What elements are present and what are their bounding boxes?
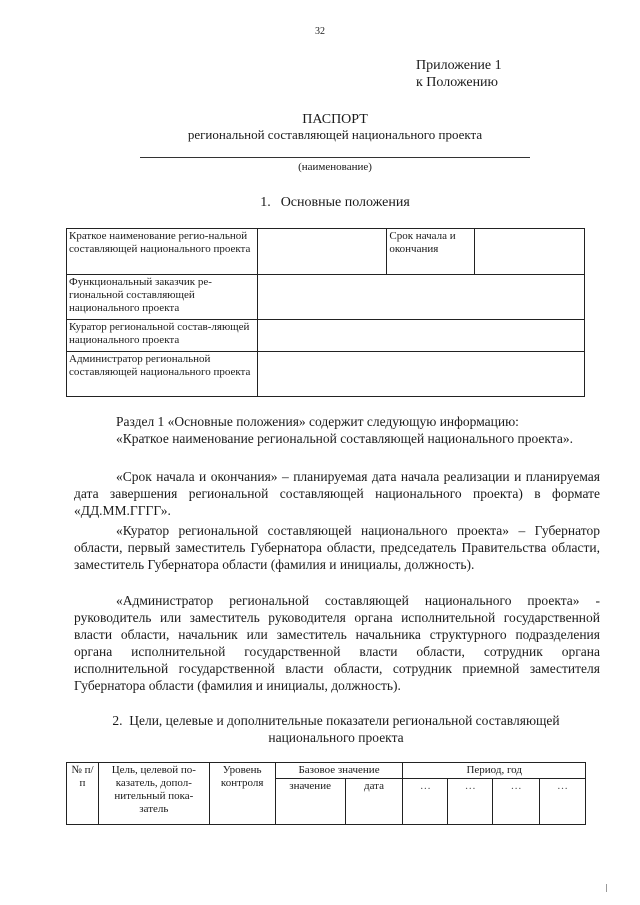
appendix-line-1: Приложение 1 — [416, 58, 502, 73]
paragraph-intro: Раздел 1 «Основные положения» содержит следующую информацию: — [116, 414, 519, 429]
header-date: дата — [345, 779, 403, 825]
header-period: Период, год — [403, 763, 586, 779]
paragraph-administrator: «Администратор региональной составляющей национального проекта» - руководитель или заместитель руководителя органа исполнительной государственной власти области, начальник или заместитель начальника структурного подразделения органа исполнительной государственной власти области, сотрудник органа исполнительной государственной власти области, сотрудник приемной заместителя Губернатора области (фамилия и инициалы, должность). — [74, 593, 600, 693]
table-row — [67, 352, 585, 397]
table-row — [67, 320, 585, 352]
table-row — [67, 229, 585, 275]
page-number: 32 — [315, 26, 325, 37]
period-cell-4: … — [540, 779, 586, 825]
scan-edge-mark — [606, 884, 607, 892]
appendix-note — [416, 57, 502, 91]
header-value: значение — [275, 779, 345, 825]
term-value — [475, 229, 585, 275]
appendix-line-2: к Положению — [416, 75, 499, 90]
short-name-label: Краткое наименование регио-нальной составляющей национального проекта — [67, 229, 258, 275]
customer-value — [257, 275, 584, 320]
period-cell-2: … — [448, 779, 493, 825]
paragraph-term: «Срок начала и окончания» – планируемая дата начала реализации и планируемая дата завершения региональной составляющей национального проекта) в формате «ДД.ММ.ГГГГ». — [74, 469, 600, 518]
section-2-line-2: национального проекта — [268, 730, 404, 745]
name-blank-line — [140, 157, 530, 158]
administrator-value — [257, 352, 584, 397]
administrator-label: Администратор региональной составляющей национального проекта — [67, 352, 258, 397]
header-number: № п/п — [67, 763, 99, 825]
header-base-value: Базовое значение — [275, 763, 403, 779]
name-caption: (наименование) — [298, 161, 372, 173]
short-name-value — [257, 229, 387, 275]
section-1-number: 1. — [260, 195, 271, 210]
document-title: ПАСПОРТ — [302, 112, 368, 127]
section-2-heading — [66, 712, 606, 746]
section-2-number: 2. — [112, 713, 123, 728]
section-1-title: Основные положения — [280, 195, 410, 210]
document-subtitle: региональной составляющей национального проекта — [187, 127, 483, 142]
main-provisions-table — [66, 228, 585, 397]
table-header-row — [67, 763, 586, 779]
curator-label: Куратор региональной состав-ляющей национального проекта — [67, 320, 258, 352]
period-cell-1: … — [403, 779, 448, 825]
indicators-table — [66, 762, 586, 825]
section-1-heading — [0, 195, 640, 211]
paragraph-short-name: «Краткое наименование региональной составляющей национального проекта». — [116, 431, 573, 446]
paragraph-curator: «Куратор региональной составляющей национального проекта» – Губернатор области, первый заместитель Губернатора области, председатель Правительства области, заместитель Губернатора области (фамилия и инициалы, должность). — [74, 523, 600, 572]
period-cell-3: … — [493, 779, 540, 825]
customer-label: Функциональный заказчик ре-гиональной составляющей национального проекта — [67, 275, 258, 320]
curator-value — [257, 320, 584, 352]
header-goal: Цель, целевой по-казатель, допол-нительный пока-затель — [98, 763, 209, 825]
section-2-line-1 — [66, 712, 606, 729]
term-label: Срок начала и окончания — [387, 229, 475, 275]
header-level: Уровень контроля — [209, 763, 275, 825]
section-2-title: Цели, целевые и дополнительные показатели региональной составляющей — [129, 713, 560, 728]
table-row — [67, 275, 585, 320]
